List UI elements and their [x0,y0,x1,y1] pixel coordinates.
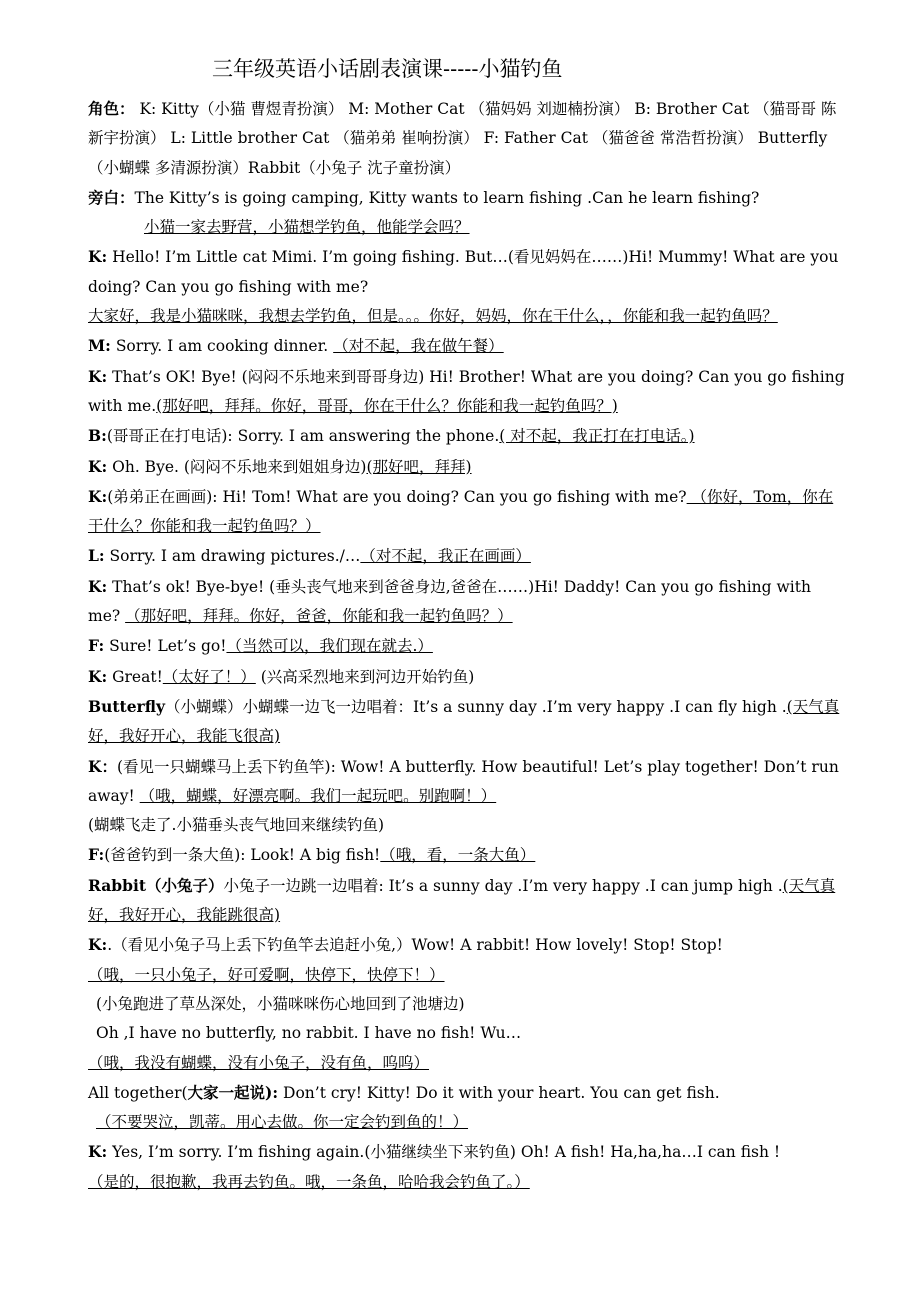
dialogue-translation: （哦，一只小兔子，好可爱啊，快停下，快停下！） [88,965,445,984]
dialogue-line [88,662,848,692]
dialogue-translation: （你好，Tom，你在干什么？你能和我一起钓鱼吗？） [88,487,834,536]
speaker-label: Rabbit（小兔子） [88,875,224,895]
speaker-label: F: [88,845,105,865]
script-body [88,94,848,1197]
dialogue-line [88,631,848,661]
dialogue-text: Sure! Let’s go! [104,637,227,656]
dialogue-text: (哥哥正在打电话): Sorry. I am answering the phone. [106,427,500,446]
dialogue-translation: （哦，蝴蝶，好漂亮啊。我们一起玩吧。别跑啊！） [139,786,497,805]
speaker-label: K: [88,666,108,686]
dialogue-line [88,452,848,482]
dialogue-translation: （那好吧，拜拜。你好，爸爸，你能和我一起钓鱼吗？） [125,607,513,626]
page-title: 三年级英语小话剧表演课-----小猫钓鱼 [212,57,563,81]
narration-translation: 小猫一家去野营，小猫想学钓鱼，他能学会吗？ [144,218,470,237]
dialogue-line [88,572,848,632]
dialogue-text: Oh ,I have no butterfly, no rabbit. I have no fish! Wu… [96,1024,522,1043]
dialogue-translation: (天气真好，我好开心，我能跳很高) [88,876,836,925]
speaker-label: K: [88,1142,108,1162]
dialogue-translation: (那好吧，拜拜。你好，哥哥，你在干什么？你能和我一起钓鱼吗？) [156,396,618,415]
translation-line [88,1168,848,1197]
speaker-label: K: [88,366,108,386]
speaker-label: M: [88,336,111,356]
dialogue-text: That’s OK! Bye! (闷闷不乐地来到哥哥身边) Hi! Brother! What are you doing? Can you go fishing with me. [88,367,845,415]
dialogue-text: Hello! I’m Little cat Mimi. I’m going fishing. But…(看见妈妈在……)Hi! Mummy! What are you doing? Can you go fishing with me? [88,248,839,296]
dialogue-line [88,482,848,542]
dialogue-text: .（看见小兔子马上丢下钓鱼竿去追赶小兔,）Wow! A rabbit! How lovely! Stop! Stop! [107,936,723,955]
dialogue-line [88,421,848,451]
narration-paragraph [88,183,848,213]
narration-translation-line [88,213,848,242]
speaker-label: K: [88,576,108,596]
speaker-label: K: [88,486,108,506]
dialogue-translation: （哦，我没有蝴蝶，没有小兔子，没有鱼，呜呜） [88,1053,430,1072]
dialogue-text: Don’t cry! Kitty! Do it with your heart. You can get fish. [278,1083,720,1102]
dialogue-translation: ( 对不起，我正打在打电话。) [499,427,695,446]
stage-direction: (蝴蝶飞走了.小猫垂头丧气地回来继续钓鱼) [88,816,385,835]
speaker-label: L: [88,546,105,566]
dialogue-translation: （不要哭泣，凯蒂。用心去做。你一定会钓到鱼的！） [96,1113,469,1132]
dialogue-translation: （对不起，我在做午餐） [333,337,504,356]
speaker-label: 大家一起说): [187,1082,279,1102]
dialogue-line [88,541,848,571]
dialogue-translation: （对不起，我正在画画） [360,547,531,566]
speaker-label: K: [88,247,108,267]
narration-text: The Kitty’s is going camping, Kitty wants to learn fishing .Can he learn fishing? [134,188,760,207]
roles-paragraph [88,94,848,183]
dialogue-text: Oh. Bye. (闷闷不乐地来到姐姐身边) [107,457,367,476]
dialogue-text: Sorry. I am drawing pictures./… [104,547,361,566]
dialogue-translation: （哦，看，一条大鱼） [380,846,536,865]
dialogue-text: That’s ok! Bye-bye! (垂头丧气地来到爸爸身边,爸爸在……)Hi! Daddy! Can you go fishing with me? [88,577,811,626]
dialogue-line [88,930,848,960]
speaker-label: Butterfly [88,696,165,716]
dialogue-text: （小蝴蝶）小蝴蝶一边飞一边唱着：It’s a sunny day .I’m very happy .I can fly high . [165,697,787,716]
roles-label: 角色： [88,99,135,118]
dialogue-text: 小兔子一边跳一边唱着: It’s a sunny day .I’m very happy .I can jump high . [223,876,783,895]
dialogue-line [88,362,848,422]
dialogue-line [88,1019,848,1048]
dialogue-translation: （太好了！） [162,667,256,686]
translation-line [88,961,848,990]
dialogue-text: Yes, I’m sorry. I’m fishing again.(小猫继续坐下来钓鱼) Oh! A fish! Ha,ha,ha…I can fish ! [107,1143,781,1162]
speaker-label: K： [88,756,117,776]
stage-direction-line [88,990,848,1019]
speaker-label: F: [88,636,105,656]
dialogue-translation: （是的，很抱歉，我再去钓鱼。哦，一条鱼，哈哈我会钓鱼了。） [88,1172,530,1191]
speaker-prefix: All together( [88,1083,188,1102]
dialogue-text: (爸爸钓到一条大鱼): Look! A big fish! [104,846,381,865]
dialogue-line [88,1078,848,1108]
dialogue-translation: 大家好，我是小猫咪咪，我想去学钓鱼，但是。。。你好，妈妈，你在干什么，，你能和我一起钓鱼吗？ [88,307,778,326]
dialogue-translation: (天气真好，我好开心，我能飞很高) [88,697,840,746]
dialogue-line [88,692,848,752]
dialogue-translation: （当然可以，我们现在就去.） [226,637,433,656]
dialogue-line [88,871,848,931]
speaker-label: K: [88,935,108,955]
dialogue-text: Sorry. I am cooking dinner. [110,337,334,356]
translation-line [88,302,848,331]
dialogue-line [88,840,848,870]
dialogue-text: (弟弟正在画画): Hi! Tom! What are you doing? Can you go fishing with me? [107,487,687,506]
dialogue-line [88,752,848,812]
dialogue-line [88,331,848,361]
speaker-label: B: [88,426,107,446]
stage-direction: (小兔跑进了草丛深处，小猫咪咪伤心地回到了池塘边) [96,994,465,1013]
dialogue-translation: (那好吧，拜拜) [366,457,472,476]
dialogue-line [88,1137,848,1167]
stage-direction-line [88,811,848,840]
translation-line [88,1108,848,1137]
speaker-label: K: [88,456,108,476]
roles-text: K: Kitty（小猫 曹煜青扮演） M: Mother Cat （猫妈妈 刘迦楠扮演） B: Brother Cat （猫哥哥 陈新宇扮演） L: Little brother Cat （猫弟弟 崔响扮演） F: Father Cat （猫爸爸 常浩哲扮演） Butterfly（小蝴蝶 多清源扮演）Rabbit（小兔子 沈子童扮演） [88,100,837,177]
dialogue-line [88,242,848,302]
dialogue-text: (看见一只蝴蝶马上丢下钓鱼竿): Wow! A butterfly. How beautiful! Let’s play together! Don’t run away! [88,757,839,805]
stage-direction: (兴高采烈地来到河边开始钓鱼) [255,667,475,686]
translation-line [88,1049,848,1078]
dialogue-text: Great! [107,667,163,686]
narration-label: 旁白： [88,187,135,207]
